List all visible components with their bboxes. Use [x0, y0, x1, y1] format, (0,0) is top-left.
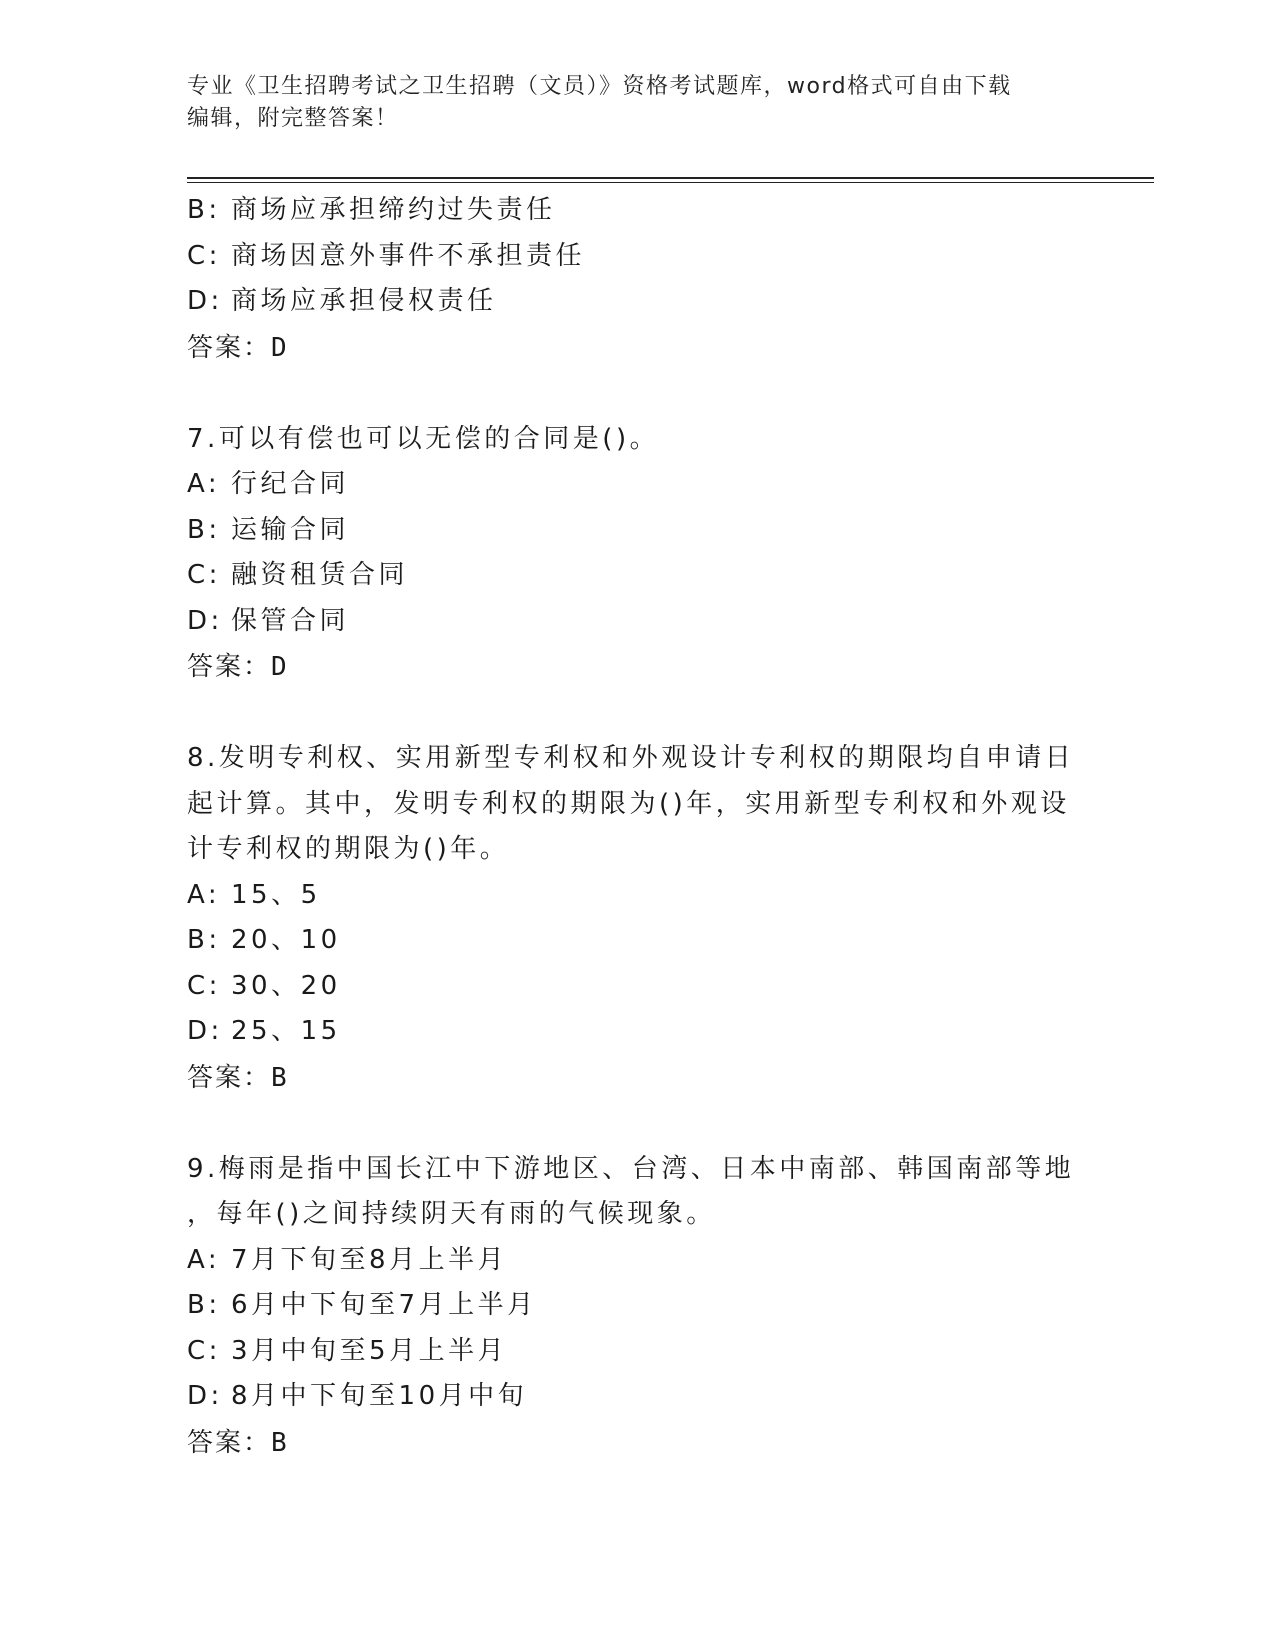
- question-text: 8.发明专利权、实用新型专利权和外观设计专利权的期限均自申请日: [187, 743, 1075, 773]
- option-key: B:: [187, 925, 221, 955]
- option-text: 3月中旬至5月上半月: [231, 1335, 508, 1366]
- document-header: [187, 71, 1087, 135]
- option-text: 30、20: [231, 970, 341, 1001]
- option-key: D:: [187, 286, 223, 316]
- option-item: [187, 234, 1087, 280]
- question-list: [187, 188, 1087, 1466]
- option-text: 行纪合同: [231, 469, 350, 499]
- question-text: 起计算。其中，发明专利权的期限为()年，实用新型专利权和外观设: [187, 788, 1070, 819]
- answer-line: 答案：B: [187, 1427, 289, 1458]
- answer-line: 答案：B: [187, 1062, 289, 1093]
- option-item: [187, 553, 1087, 599]
- option-text: 6月中下旬至7月上半月: [231, 1290, 537, 1320]
- option-key: C:: [187, 970, 221, 1001]
- option-key: A:: [187, 1244, 221, 1275]
- option-item: [187, 1009, 1087, 1055]
- option-text: 25、15: [231, 1016, 341, 1046]
- header-line-1: 专业《卫生招聘考试之卫生招聘（文员）》资格考试题库，word格式可自由下载: [187, 74, 1012, 99]
- header-divider: [187, 177, 1154, 179]
- option-item: [187, 1374, 1087, 1420]
- option-item: [187, 1283, 1087, 1329]
- option-item: [187, 462, 1087, 508]
- question-block: [187, 1147, 1087, 1466]
- option-text: 7月下旬至8月上半月: [231, 1244, 508, 1275]
- option-item: [187, 508, 1087, 554]
- option-text: 商场应承担侵权责任: [231, 286, 497, 316]
- option-text: 融资租赁合同: [231, 560, 409, 590]
- header-divider-thin: [187, 182, 1154, 183]
- option-item: [187, 599, 1087, 645]
- question-text: 计专利权的期限为()年。: [187, 834, 510, 864]
- option-item: [187, 188, 1087, 234]
- option-key: A:: [187, 879, 221, 910]
- option-text: 保管合同: [231, 605, 350, 636]
- option-key: B:: [187, 514, 221, 545]
- option-key: D:: [187, 1381, 223, 1411]
- option-text: 商场因意外事件不承担责任: [231, 240, 586, 271]
- option-item: [187, 964, 1087, 1010]
- header-line-2: 编辑，附完整答案！: [187, 106, 399, 131]
- option-item: [187, 918, 1087, 964]
- option-key: C:: [187, 240, 221, 271]
- option-item: [187, 1238, 1087, 1284]
- option-text: 15、5: [231, 879, 321, 910]
- option-item: [187, 873, 1087, 919]
- answer-line: 答案：D: [187, 652, 289, 682]
- option-key: D:: [187, 605, 223, 636]
- spacer: [187, 371, 1087, 417]
- option-key: C:: [187, 560, 221, 590]
- option-key: B:: [187, 1290, 221, 1320]
- question-text: ，每年()之间持续阴天有雨的气候现象。: [187, 1199, 716, 1229]
- option-text: 8月中下旬至10月中旬: [231, 1381, 528, 1411]
- option-key: A:: [187, 469, 221, 499]
- option-key: B:: [187, 195, 221, 225]
- option-key: C:: [187, 1335, 221, 1366]
- option-text: 商场应承担缔约过失责任: [231, 195, 556, 225]
- question-block: [187, 736, 1087, 1101]
- question-text: 9.梅雨是指中国长江中下游地区、台湾、日本中南部、韩国南部等地: [187, 1153, 1075, 1184]
- question-block: [187, 188, 1087, 371]
- option-item: [187, 279, 1087, 325]
- option-text: 运输合同: [231, 514, 350, 545]
- question-block: [187, 417, 1087, 691]
- option-item: [187, 1329, 1087, 1375]
- spacer: [187, 1101, 1087, 1147]
- option-text: 20、10: [231, 925, 341, 955]
- spacer: [187, 690, 1087, 736]
- option-key: D:: [187, 1016, 223, 1046]
- question-text: 7.可以有偿也可以无偿的合同是()。: [187, 423, 660, 454]
- answer-line: 答案：D: [187, 332, 289, 363]
